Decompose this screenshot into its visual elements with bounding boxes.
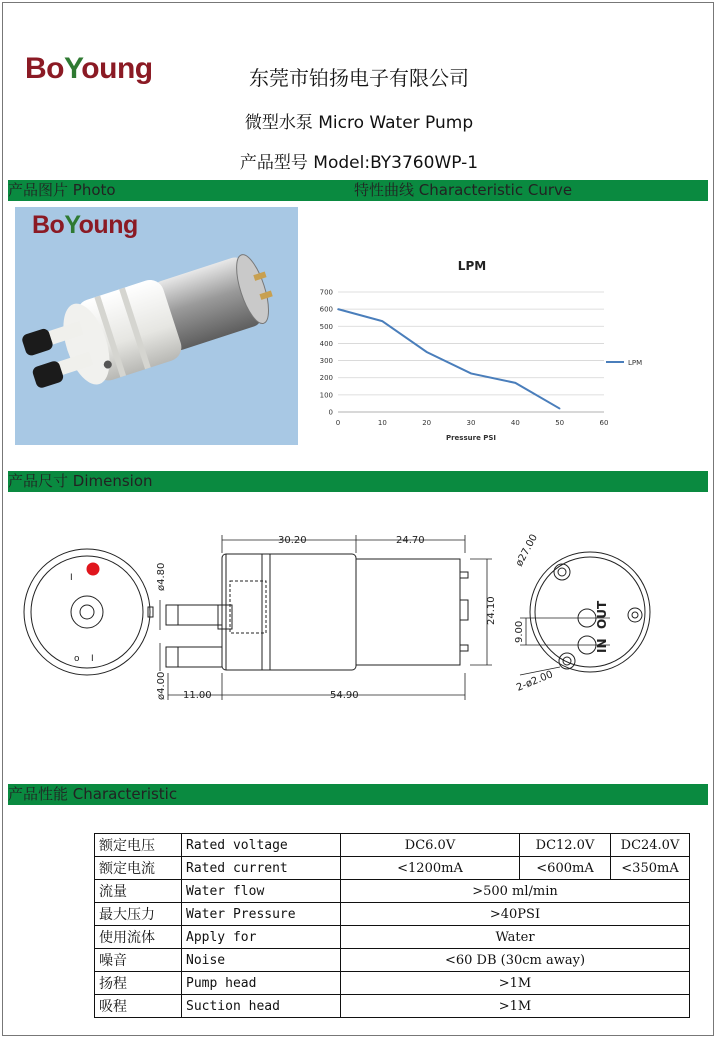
spec-row [95,834,690,857]
series-lpm-line [338,309,560,408]
spec-row [95,857,690,880]
x-tick-label: 30 [466,419,476,427]
spec-value: DC24.0V [611,834,690,857]
pump-illustration [15,207,298,445]
spec-value: <1200mA [341,857,520,880]
spec-row [95,926,690,949]
spec-label-en: Water Pressure [182,903,341,926]
terminal-mark-bottom: I [91,654,94,664]
company-name: 东莞市铂扬电子有限公司 [249,66,469,90]
spec-label-cn: 噪音 [95,949,182,972]
spec-value: <350mA [611,857,690,880]
spec-row [95,903,690,926]
dim-phi-27-00: ø27.00 [513,532,540,569]
x-tick-label: 60 [599,419,609,427]
y-tick-label: 600 [319,305,333,314]
terminal-mark-small: o [74,654,80,664]
y-tick-label: 200 [319,374,333,383]
section-characteristic-label: 产品性能 Characteristic [8,785,178,803]
spec-label-cn: 使用流体 [95,926,182,949]
y-tick-label: 300 [319,357,333,366]
product-photo [15,207,298,445]
section-photo-label: 产品图片 Photo [8,181,116,199]
logo-y-letter: Y [64,52,82,85]
side-view [166,554,468,670]
section-bar-characteristic [8,784,708,805]
spec-value: DC12.0V [520,834,611,857]
dim-phi-4-80: ø4.80 [156,562,167,591]
spec-label-cn: 最大压力 [95,903,182,926]
data-point [426,351,428,353]
dimension-drawing [0,495,718,785]
data-point [470,373,472,375]
spec-label-en: Apply for [182,926,341,949]
chart-gridlines [338,292,604,412]
spec-label-en: Water flow [182,880,341,903]
spec-label-cn: 额定电压 [95,834,182,857]
product-name: 微型水泵 Micro Water Pump [244,113,474,133]
dim-24-70: 24.70 [396,535,425,546]
x-tick-label: 40 [510,419,520,427]
dim-2-phi-2-00: 2-ø2.00 [515,669,555,694]
chart-y-ticks [320,289,333,417]
product-model: 产品型号 Model:BY3760WP-1 [239,153,479,173]
end-view-right [520,552,650,675]
spec-value: >1M [341,995,690,1018]
spec-value: >1M [341,972,690,995]
spec-value: <600mA [520,857,611,880]
y-tick-label: 0 [328,408,333,417]
section-curve-label: 特性曲线 Characteristic Curve [354,181,573,199]
x-tick-label: 0 [335,419,341,427]
section-bar-dimension [8,471,708,492]
x-tick-label: 20 [422,419,432,427]
x-tick-label: 10 [377,419,387,427]
spec-label-cn: 吸程 [95,995,182,1018]
dim-9-00: 9.00 [514,620,525,643]
dimension-lines [160,535,492,700]
spec-value: <60 DB (30cm away) [341,949,690,972]
spec-row [95,880,690,903]
polarity-dot [87,563,99,575]
end-view-left [24,549,153,675]
data-point [515,382,517,384]
x-tick-label: 50 [555,419,565,427]
chart-title: LPM [457,259,487,273]
data-point [382,320,384,322]
spec-label-en: Noise [182,949,341,972]
characteristic-curve-chart [300,245,660,450]
data-point [559,408,561,410]
dim-30-20: 30.20 [278,535,307,546]
dim-phi-4-00: ø4.00 [156,671,167,700]
spec-row [95,949,690,972]
spec-label-cn: 流量 [95,880,182,903]
spec-row [95,995,690,1018]
y-tick-label: 700 [319,288,333,297]
y-tick-label: 500 [319,322,333,331]
spec-value: >40PSI [341,903,690,926]
spec-row [95,972,690,995]
y-tick-label: 100 [319,391,333,400]
dim-11-00: 11.00 [183,690,212,701]
dim-54-90: 54.90 [330,690,359,701]
spec-value: DC6.0V [341,834,520,857]
spec-value: >500 ml/min [341,880,690,903]
spec-label-en: Pump head [182,972,341,995]
spec-label-en: Suction head [182,995,341,1018]
photo-logo: BoYoung [32,211,138,239]
spec-table [94,833,690,1018]
legend-label: LPM [628,359,643,367]
dim-24-10: 24.10 [486,596,497,625]
spec-label-cn: 额定电流 [95,857,182,880]
section-dimension-label: 产品尺寸 Dimension [8,472,153,490]
port-out-label: OUT [595,600,609,629]
chart-xlabel: Pressure PSI [445,434,497,442]
section-bar-photo-curve [8,180,708,201]
company-logo: BoYoung [25,52,153,85]
terminal-mark-top: I [70,573,73,583]
data-point [337,308,339,310]
chart-x-ticks [336,419,609,427]
spec-label-en: Rated voltage [182,834,341,857]
logo-y-letter: Y [64,211,79,239]
spec-value: Water [341,926,690,949]
spec-label-cn: 扬程 [95,972,182,995]
port-in-label: IN [595,638,609,653]
y-tick-label: 400 [319,339,333,348]
spec-label-en: Rated current [182,857,341,880]
